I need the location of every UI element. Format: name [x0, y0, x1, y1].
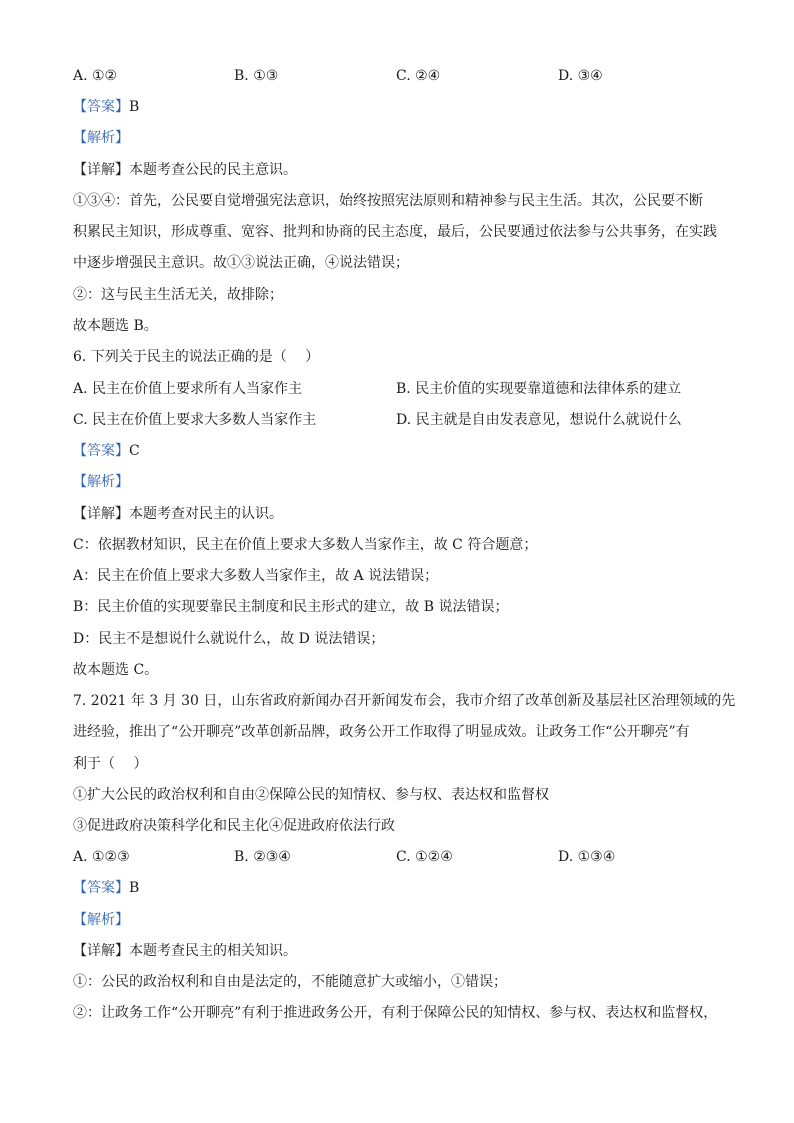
q6-explanation-line: D：民主不是想说什么就说什么，故 D 说法错误； [73, 631, 385, 647]
q5-analysis-tag-line [73, 128, 129, 148]
q5-explanation-line: ①③④：首先，公民要自觉增强宪法意识，始终按照宪法原则和精神参与民主生活。其次，公民要不断 [73, 193, 703, 209]
q5-explanation-line: 积累民主知识，形成尊重、宽容、批判和协商的民主态度，最后，公民要通过依法参与公共事务，在实践 [73, 224, 717, 240]
q6-option-b: B. 民主价值的实现要靠道德和法律体系的建立 [396, 381, 682, 397]
q7-answer-line [73, 878, 139, 898]
q7-option-a: A. ①②③ [73, 849, 130, 865]
q5-option-c: C. ②④ [396, 68, 441, 84]
q5-detail-line [73, 160, 297, 180]
q6-conclusion-line: 故本题选 C。 [73, 662, 159, 678]
q7-detail-line [73, 941, 297, 961]
detail-tag: 【详解】 [73, 943, 129, 959]
q5-answer: B [129, 99, 140, 115]
q6-explanation-line: A：民主在价值上要求大多数人当家作主，故 A 说法错误； [73, 568, 439, 584]
q7-option-b: B. ②③④ [234, 849, 291, 865]
q5-option-b: B. ①③ [234, 68, 279, 84]
q5-answer-line [73, 97, 139, 117]
q7-answer: B [129, 880, 140, 896]
q6-option-a: A. 民主在价值上要求所有人当家作主 [73, 381, 303, 397]
analysis-tag: 【解析】 [73, 130, 129, 146]
q6-answer: C [129, 443, 140, 459]
q7-stem-line: 7. 2021 年 3 月 30 日，山东省政府新闻办召开新闻发布会，我市介绍了改革创新及基层社区治理领域的先 [73, 693, 736, 709]
q6-option-d: D. 民主就是自由发表意见，想说什么就说什么 [396, 412, 682, 428]
q5-option-d: D. ③④ [558, 68, 603, 84]
q7-explanation-line: ②：让政务工作“公开聊亮”有利于推进政务公开，有利于保障公民的知情权、参与权、表达权和监督权， [73, 1005, 718, 1021]
answer-tag: 【答案】 [73, 443, 129, 459]
q6-analysis-tag-line [73, 472, 129, 492]
q5-explanation-line: ②：这与民主生活无关，故排除； [73, 287, 283, 303]
q7-option-c: C. ①②④ [396, 849, 453, 865]
q6-explanation-line: C：依据教材知识，民主在价值上要求大多数人当家作主，故 C 符合题意； [73, 537, 538, 553]
q5-explanation-line: 中逐步增强民主意识。故①③说法正确，④说法错误； [73, 255, 409, 271]
q6-detail-line [73, 504, 283, 524]
q7-stem-line: 进经验，推出了“公开聊亮”改革创新品牌，政务公开工作取得了明显成效。让政务工作“公开聊亮”有 [73, 724, 690, 740]
q6-answer-line [73, 441, 140, 461]
detail-tag: 【详解】 [73, 162, 129, 178]
detail-tag: 【详解】 [73, 506, 129, 522]
answer-tag: 【答案】 [73, 99, 129, 115]
q7-statement-line: ③促进政府决策科学化和民主化④促进政府依法行政 [73, 818, 395, 834]
q6-explanation-line: B：民主价值的实现要靠民主制度和民主形式的建立，故 B 说法错误； [73, 599, 509, 615]
q5-conclusion-line: 故本题选 B。 [73, 318, 158, 334]
q6-option-c: C. 民主在价值上要求大多数人当家作主 [73, 412, 317, 428]
q7-detail: 本题考查民主的相关知识。 [129, 943, 297, 959]
q6-detail: 本题考查对民主的认识。 [129, 506, 283, 522]
q7-analysis-tag-line [73, 910, 129, 930]
q7-explanation-line: ①：公民的政治权利和自由是法定的，不能随意扩大或缩小，①错误； [73, 974, 507, 990]
q7-option-d: D. ①③④ [558, 849, 616, 865]
q5-option-a: A. ①② [73, 68, 118, 84]
q7-statement-line: ①扩大公民的政治权利和自由②保障公民的知情权、参与权、表达权和监督权 [73, 787, 549, 803]
analysis-tag: 【解析】 [73, 912, 129, 928]
q6-stem: 6. 下列关于民主的说法正确的是（ ） [73, 349, 320, 365]
q5-detail: 本题考查公民的民主意识。 [129, 162, 297, 178]
answer-tag: 【答案】 [73, 880, 129, 896]
q7-stem-line: 利于（ ） [73, 756, 148, 772]
analysis-tag: 【解析】 [73, 474, 129, 490]
